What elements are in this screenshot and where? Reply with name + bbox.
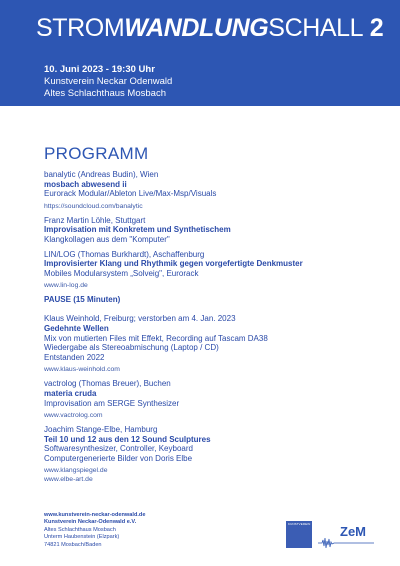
entry-work-title: Improvisation mit Konkretem und Synthetischem <box>44 225 231 235</box>
entry-artist: banalytic (Andreas Budin), Wien <box>44 170 159 179</box>
entry-description: Softwaresynthesizer, Controller, Keyboard <box>44 444 193 454</box>
entry-link[interactable]: https://soundcloud.com/banalytic <box>44 202 143 210</box>
footer-website[interactable]: www.kunstverein-neckar-odenwald.de <box>44 512 146 518</box>
program-entry <box>44 314 364 374</box>
entry-link[interactable]: www.vactrolog.com <box>44 412 103 420</box>
entry-work-title: Improvisierter Klang und Rhythmik gegen vorgefertigte Denkmuster <box>44 259 303 269</box>
entry-description: Improvisation am SERGE Synthesizer <box>44 398 180 408</box>
entry-description: Wiedergabe als Stereoabmischung (Laptop / CD) <box>44 343 219 353</box>
header-banner <box>0 0 400 106</box>
footer-line-3: Altes Schlachthaus Mosbach <box>44 526 116 533</box>
entry-description: Eurorack Modular/Ableton Live/Max-Msp/Visuals <box>44 189 217 199</box>
kunstverein-logo <box>286 521 312 548</box>
program-entry <box>44 216 364 245</box>
footer-org: Kunstverein Neckar-Odenwald e.V. <box>44 519 137 526</box>
entry-artist: LIN/LOG (Thomas Burkhardt), Aschaffenburg <box>44 249 205 259</box>
program-list <box>44 170 364 489</box>
program-entry <box>44 250 364 291</box>
venue-line-1: Kunstverein Neckar Odenwald <box>44 76 173 87</box>
zem-logo-text: ZeM <box>340 524 366 539</box>
zem-waveform-icon <box>318 538 374 548</box>
programm-heading: PROGRAMM <box>44 144 149 163</box>
entry-description: Entstanden 2022 <box>44 352 105 362</box>
entry-link[interactable]: www.klangspiegel.de <box>44 467 108 475</box>
footer-address <box>44 512 145 549</box>
event-date: 10. Juni 2023 - 19:30 Uhr <box>44 64 155 75</box>
entry-work-title: materia cruda <box>44 388 97 398</box>
program-entry <box>44 170 364 211</box>
program-entry <box>44 425 364 484</box>
entry-description: Mobiles Modularsystem „Solveig", Eurorack <box>44 268 199 278</box>
entry-link[interactable]: www.lin-log.de <box>44 282 88 290</box>
entry-description: Computergenerierte Bilder von Doris Elbe <box>44 453 193 463</box>
program-list-part-2 <box>44 314 364 484</box>
entry-work-title: Gedehnte Wellen <box>44 323 109 333</box>
program-entry <box>44 379 364 420</box>
footer-line-5: 74821 Mosbach/Baden <box>44 541 102 548</box>
entry-link[interactable]: www.elbe-art.de <box>44 476 93 484</box>
entry-artist: Franz Martin Löhle, Stuttgart <box>44 215 146 225</box>
zem-logo <box>318 520 374 550</box>
title-part-wandlung: WANDLUNG <box>124 14 269 42</box>
venue-line-2: Altes Schlachthaus Mosbach <box>44 88 166 99</box>
entry-link[interactable]: www.klaus-weinhold.com <box>44 366 120 374</box>
entry-artist: vactrolog (Thomas Breuer), Buchen <box>44 379 171 389</box>
entry-work-title: mosbach abwesend ii <box>44 179 127 189</box>
entry-artist: Klaus Weinhold, Freiburg; verstorben am 4. Jan. 2023 <box>44 314 236 324</box>
title-part-number: 2 <box>363 14 384 42</box>
event-title <box>36 13 383 43</box>
footer-line-4: Unterm Haubenstein (Elzpark) <box>44 534 120 541</box>
entry-artist: Joachim Stange-Elbe, Hamburg <box>44 425 158 435</box>
kunstverein-logo-text: KUNSTVEREIN <box>288 522 311 526</box>
title-part-strom: STROM <box>36 14 125 42</box>
title-part-schall: SCHALL <box>268 14 364 42</box>
entry-description: Klangkollagen aus dem "Komputer" <box>44 234 170 244</box>
program-list-part-1 <box>44 170 364 290</box>
pause-label: PAUSE (15 Minuten) <box>44 295 121 305</box>
entry-work-title: Teil 10 und 12 aus den 12 Sound Sculptures <box>44 434 211 444</box>
entry-description: Mix von mutierten Files mit Effekt, Recording auf Tascam DA38 <box>44 333 268 343</box>
